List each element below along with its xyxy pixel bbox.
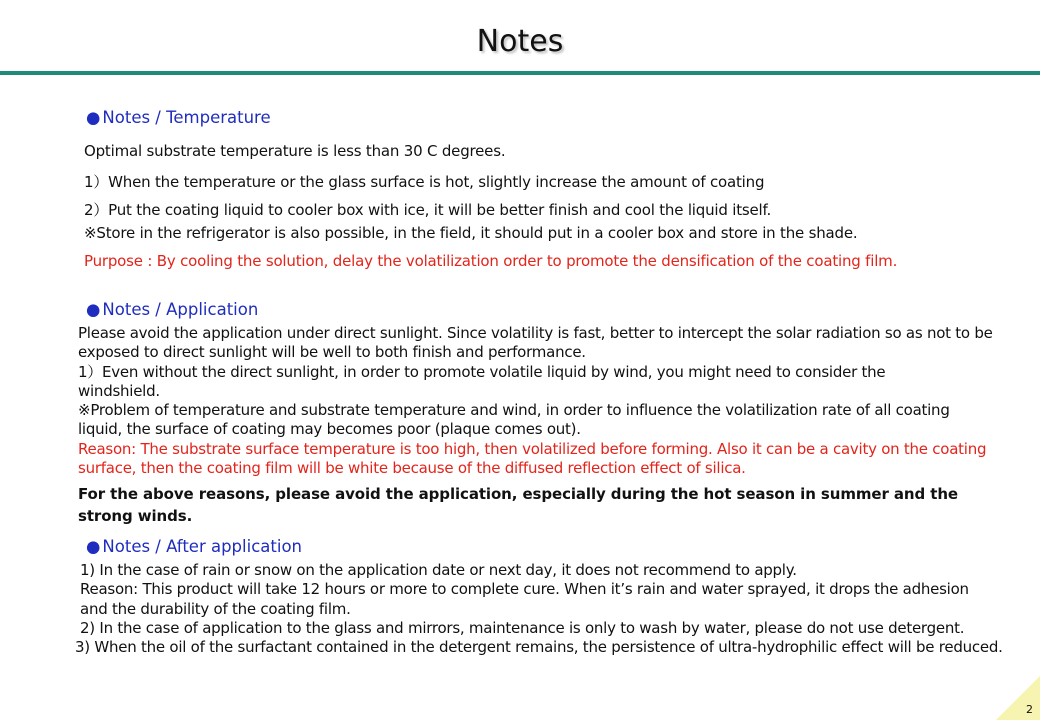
temperature-item-2: 2）Put the coating liquid to cooler box with ice, it will be better finish and cool the liquid itself. xyxy=(84,201,772,219)
after-application-body xyxy=(75,561,1038,657)
bullet-icon: ● xyxy=(86,300,101,319)
section-heading-application xyxy=(86,300,258,319)
application-warning: For the above reasons, please avoid the application, especially during the hot season in summer and the strong winds. xyxy=(78,485,958,525)
page-number: 2 xyxy=(1026,703,1033,716)
temperature-purpose: Purpose : By cooling the solution, delay the volatilization order to promote the densification of the coating film. xyxy=(84,252,898,270)
after-item-2: 2) In the case of application to the glass and mirrors, maintenance is only to wash by water, please do not use detergent. xyxy=(80,618,965,637)
page-corner-decoration xyxy=(996,676,1040,720)
heading-text: Notes / After application xyxy=(102,537,302,556)
application-paragraph: Please avoid the application under direct sunlight. Since volatility is fast, better to intercept the solar radiation so as not to be exposed to direct sunlight will be well to both finish and performance. xyxy=(78,324,993,362)
after-item-3: 3) When the oil of the surfactant contained in the detergent remains, the persistence of ultra-hydrophilic effect will be reduced. xyxy=(75,638,1003,657)
temperature-note: ※Store in the refrigerator is also possible, in the field, it should put in a cooler box and store in the shade. xyxy=(84,224,858,242)
page-title: Notes xyxy=(476,24,564,59)
temperature-intro: Optimal substrate temperature is less than 30 C degrees. xyxy=(84,142,506,160)
application-reason: Reason: The substrate surface temperature is too high, then volatilized before forming. Also it can be a cavity on the coating surface, then the coating film will be white because of the diffused reflection effect of silica. xyxy=(78,439,987,478)
application-body xyxy=(78,324,1023,478)
bullet-icon: ● xyxy=(86,537,101,556)
title-divider xyxy=(0,71,1040,75)
section-heading-temperature xyxy=(86,108,271,127)
heading-text: Notes / Temperature xyxy=(102,108,271,127)
temperature-item-1: 1）When the temperature or the glass surface is hot, slightly increase the amount of coating xyxy=(84,173,765,191)
application-item-1: 1）Even without the direct sunlight, in order to promote volatile liquid by wind, you might need to consider the windshield. xyxy=(78,362,886,400)
after-reason: Reason: This product will take 12 hours or more to complete cure. When it’s rain and water sprayed, it drops the adhesion and the durability of the coating film. xyxy=(80,580,969,618)
application-note: ※Problem of temperature and substrate temperature and wind, in order to influence the volatilization rate of all coating liquid, the surface of coating may becomes poor (plaque comes out). xyxy=(78,401,950,439)
bullet-icon: ● xyxy=(86,108,101,127)
after-item-1: 1) In the case of rain or snow on the application date or next day, it does not recommend to apply. xyxy=(80,561,797,579)
section-heading-after-application xyxy=(86,537,302,556)
heading-text: Notes / Application xyxy=(102,300,259,319)
